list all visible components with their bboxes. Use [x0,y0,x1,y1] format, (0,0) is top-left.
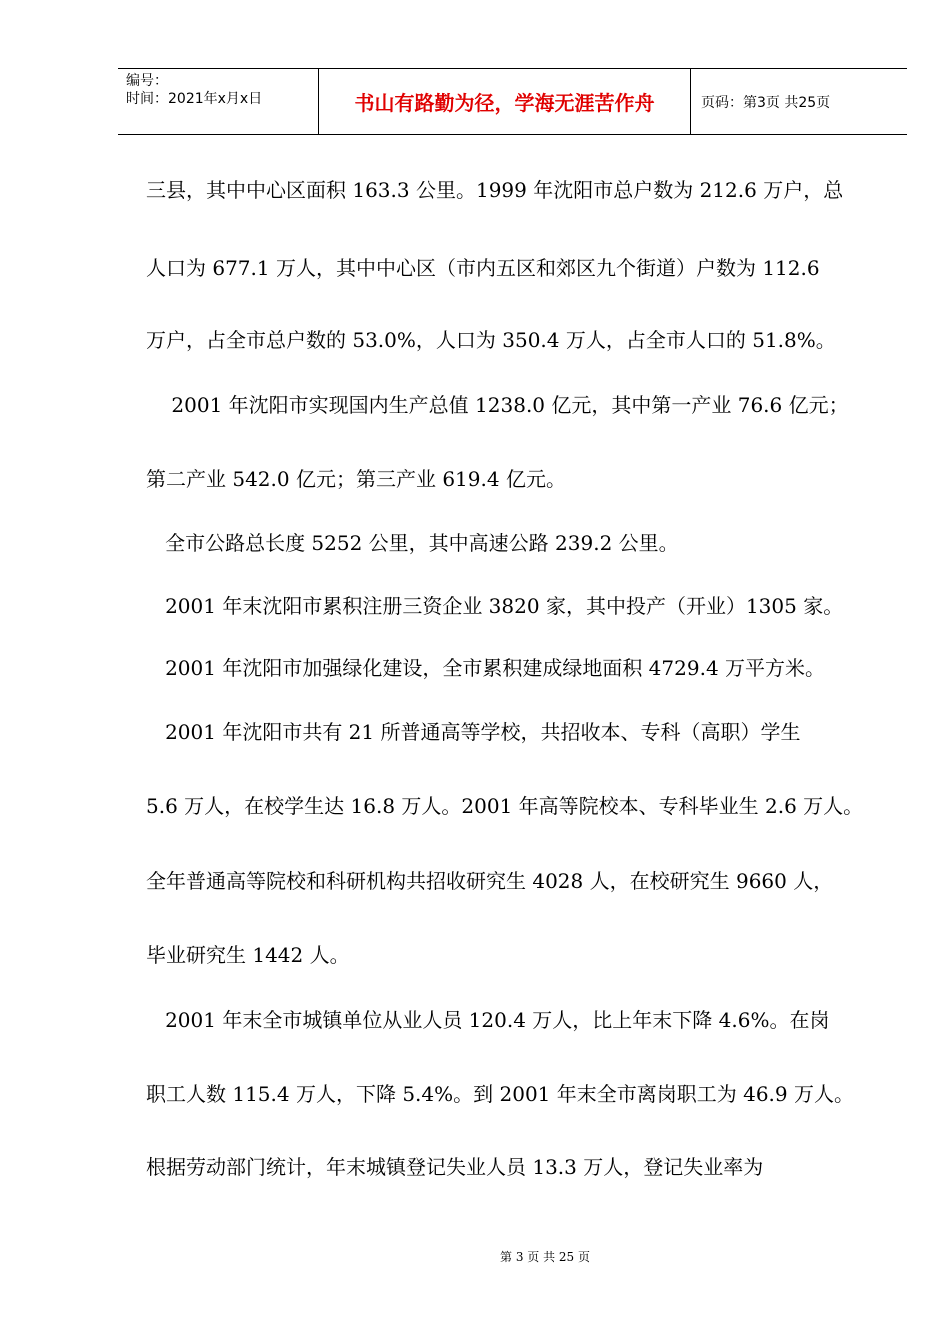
body-line: 全市公路总长度 5252 公里，其中高速公路 239.2 公里。 [146,531,679,555]
body-line: 全年普通高等院校和科研机构共招收研究生 4028 人，在校研究生 9660 人， [146,869,834,893]
body-line: 2001 年沈阳市实现国内生产总值 1238.0 亿元，其中第一产业 76.6 亿元； [146,393,849,417]
body-line: 2001 年沈阳市加强绿化建设，全市累积建成绿地面积 4729.4 万平方米。 [146,656,826,680]
header-page-info: 页码：第3页 共25页 [701,94,831,111]
body-line: 第二产业 542.0 亿元；第三产业 619.4 亿元。 [146,467,566,491]
body-line: 2001 年末全市城镇单位从业人员 120.4 万人，比上年末下降 4.6%。在岗 [146,1008,830,1032]
header-meta [118,69,319,134]
body-line: 万户，占全市总户数的 53.0%，人口为 350.4 万人，占全市人口的 51.8%。 [146,328,836,352]
document-time-label: 时间：2021年x月x日 [126,91,263,107]
body-line: 三县，其中中心区面积 163.3 公里。1999 年沈阳市总户数为 212.6 万户，总 [146,178,844,202]
body-line: 毕业研究生 1442 人。 [146,943,350,967]
page-footer: 第 3 页 共 25 页 [500,1250,590,1264]
body-line: 5.6 万人，在校学生达 16.8 万人。2001 年高等院校本、专科毕业生 2.6 万人。 [146,794,864,818]
document-number-label: 编号： [126,73,168,89]
page-header [118,68,907,135]
body-line: 2001 年末沈阳市累积注册三资企业 3820 家，其中投产（开业）1305 家。 [146,594,844,618]
body-line: 根据劳动部门统计，年末城镇登记失业人员 13.3 万人，登记失业率为 [146,1155,764,1179]
body-line: 2001 年沈阳市共有 21 所普通高等学校，共招收本、专科（高职）学生 [146,720,801,744]
body-line: 职工人数 115.4 万人，下降 5.4%。到 2001 年末全市离岗职工为 46.9 万人。 [146,1082,854,1106]
header-motto: 书山有路勤为径，学海无涯苦作舟 [319,69,691,134]
body-line: 人口为 677.1 万人，其中中心区（市内五区和郊区九个街道）户数为 112.6 [146,256,820,280]
